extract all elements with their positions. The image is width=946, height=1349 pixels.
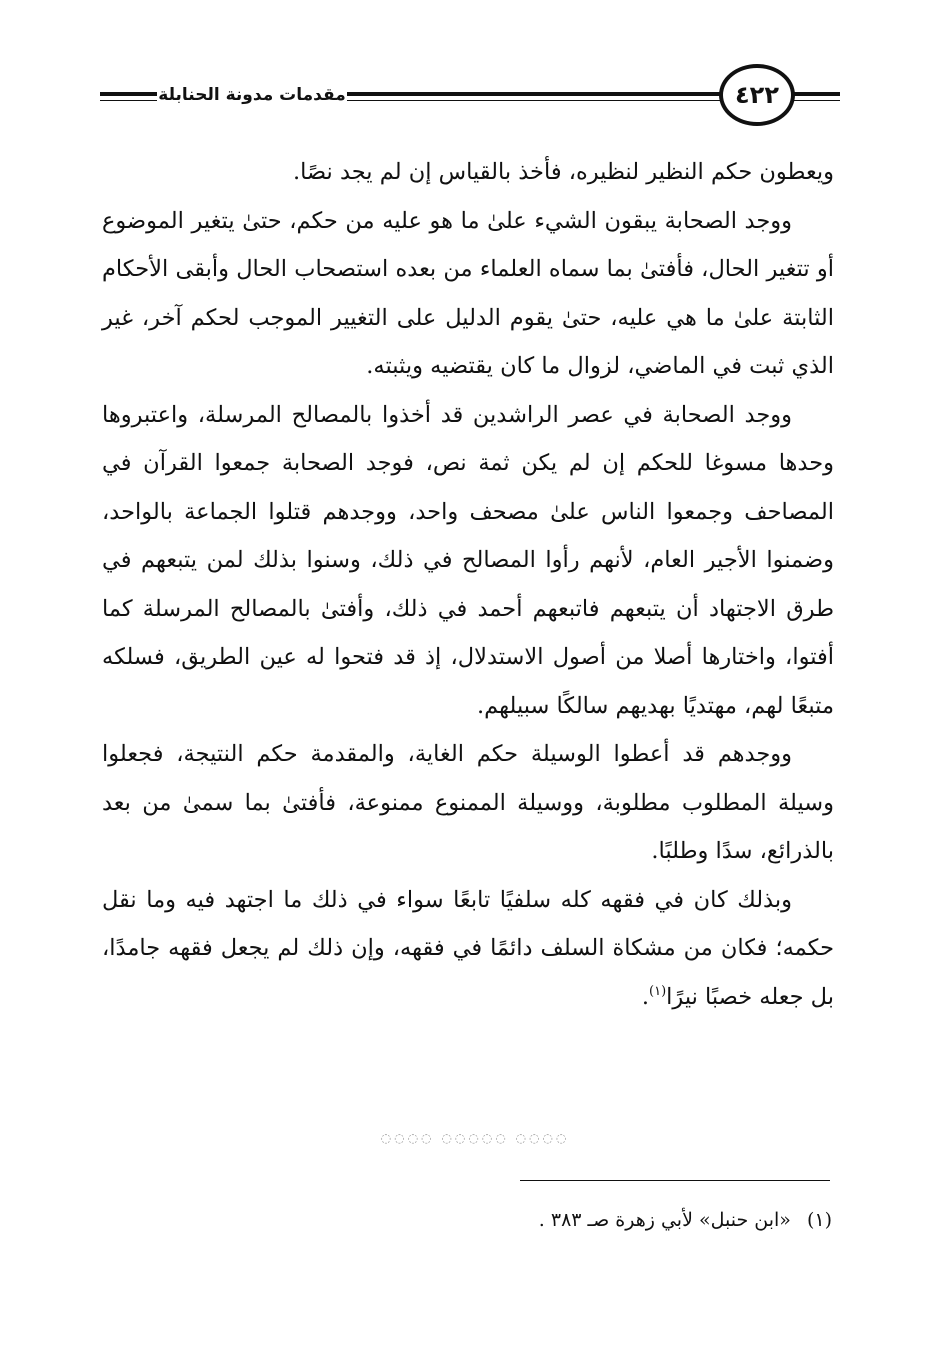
paragraph: ووجد الصحابة في عصر الراشدين قد أخذوا بالمصالح المرسلة، واعتبروها وحدها مسوغا للحكم إن لم يكن ثمة نص، فوجد الصحابة جمعوا القرآن في المصاحف وجمعوا الناس علىٰ مصحف واحد، ووجدهم قتلوا الجماعة بالواحد، وضمنوا الأجير العام، لأنهم رأوا المصالح في ذلك، وسنوا بذلك لمن يتبعهم في طرق الاجتهاد أن يتبعهم فاتبعهم أحمد في ذلك، وأفتىٰ بالمصالح المرسلة كما أفتوا، واختارها أصلا من أصول الاستدلال، إذ قد فتحوا له عين الطريق، فسلكه متبعًا لهم، مهتديًا بهديهم سالكًا سبيلهم. [102,401,834,719]
header-rule-right [792,92,840,96]
paragraph-last [102,876,834,1022]
header-rule-right-thin [792,100,840,101]
paragraph: ووجد الصحابة يبقون الشيء علىٰ ما هو عليه من حكم، حتىٰ يتغير الموضوع أو تتغير الحال، فأفتىٰ بما سماه العلماء من بعده استصحاب الحال وأبقى الأحكام الثابتة علىٰ ما هي عليه، حتىٰ يقوم الدليل على التغيير الموجب لحكم آخر، غير الذي ثبت في الماضي، لزوال ما كان يقتضيه ويثبته. [102,207,834,379]
footnote-number: (١) [806,1209,832,1231]
running-title: مقدمات مدونة الحنابلة [157,82,347,108]
footnote [300,1204,832,1236]
footnote-reference[interactable]: (١) [649,983,667,999]
paragraph-last-end: . [641,983,650,1010]
paragraph-last-text: وبذلك كان في فقهه كله سلفيًا تابعًا سواء في ذلك ما اجتهد فيه وما نقل حكمه؛ فكان من مشكاة السلف دائمًا في فقهه، وإن ذلك لم يجعل فقهه جامدًا، بل جعله خصبًا نيرًا [102,886,834,1010]
running-header [100,62,840,132]
paragraph: ويعطون حكم النظير لنظيره، فأخذ بالقياس إن لم يجد نصًا. [293,159,834,185]
paragraph: ووجدهم قد أعطوا الوسيلة حكم الغاية، والمقدمة حكم النتيجة، فجعلوا وسيلة المطلوب مطلوبة، ووسيلة الممنوع ممنوعة، فأفتىٰ بما سمىٰ من بعد بالذرائع، سدًا وطلبًا. [102,741,834,864]
footnote-separator [520,1180,830,1181]
footnote-text: «ابن حنبل» لأبي زهرة صـ ٣٨٣ . [538,1209,791,1231]
body-text [102,148,834,1021]
page-number-badge [719,64,795,126]
page-number: ٤٢٢ [735,81,779,109]
section-ornament: ◌◌◌◌ ◌◌◌◌◌ ◌◌◌◌ [380,1131,570,1145]
